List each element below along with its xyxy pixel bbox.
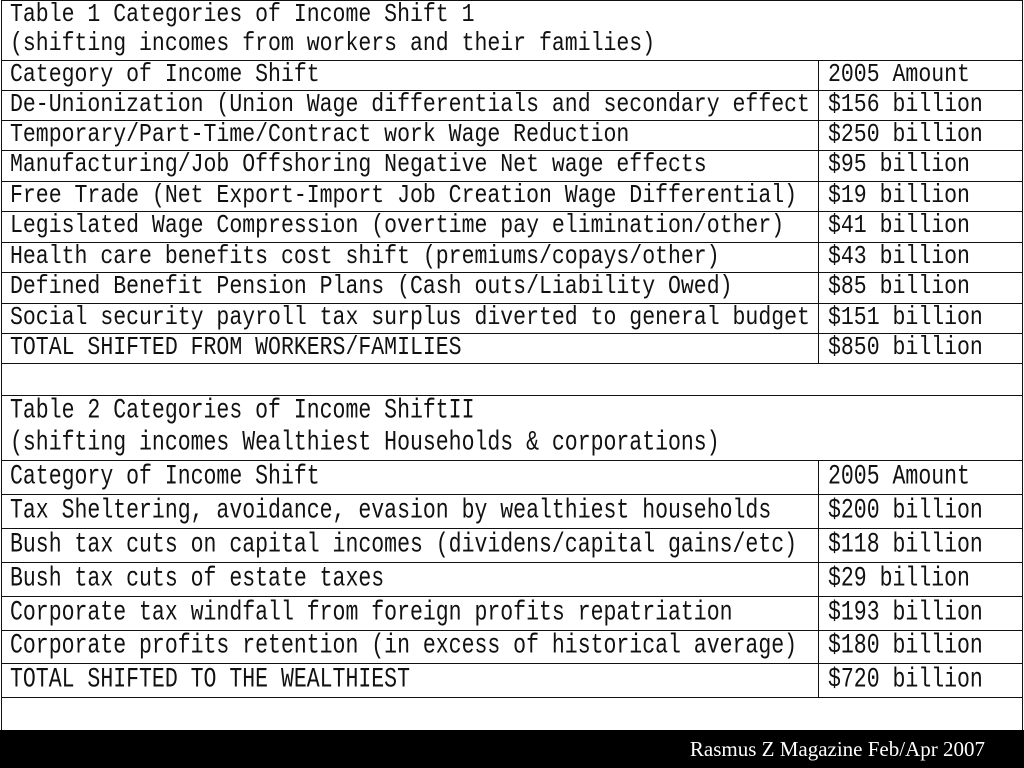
table2-title xyxy=(1,395,1023,460)
table2-header-category-cell xyxy=(1,461,818,494)
total-amount-text: $720 billion xyxy=(828,664,983,696)
category-cell xyxy=(1,273,818,303)
category-text: Temporary/Part-Time/Contract work Wage Reduction xyxy=(10,121,630,150)
category-cell xyxy=(1,304,818,333)
amount-cell xyxy=(818,182,1023,211)
amount-cell xyxy=(818,151,1023,181)
table-row xyxy=(1,272,1023,303)
category-cell xyxy=(1,597,818,630)
table2-header-row xyxy=(1,460,1023,494)
table-row xyxy=(1,90,1023,120)
category-cell xyxy=(1,182,818,211)
table1-header-amount-cell xyxy=(818,61,1023,90)
category-cell xyxy=(1,212,818,242)
amount-cell xyxy=(818,91,1023,120)
table-row xyxy=(1,562,1023,596)
category-text: Bush tax cuts on capital incomes (dividens/capital gains/etc) xyxy=(10,529,798,561)
total-amount-text: $850 billion xyxy=(828,334,983,363)
amount-text: $200 billion xyxy=(828,495,983,527)
amount-cell xyxy=(818,121,1023,150)
amount-text: $95 billion xyxy=(828,151,970,180)
total-category-cell xyxy=(1,334,818,363)
table2-header-category: Category of Income Shift xyxy=(10,461,320,493)
table-row xyxy=(1,211,1023,242)
amount-cell xyxy=(818,212,1023,242)
amount-cell xyxy=(818,243,1023,272)
amount-text: $43 billion xyxy=(828,243,970,272)
table2-total-row xyxy=(1,663,1023,697)
table-row xyxy=(1,630,1023,663)
total-amount-cell xyxy=(818,664,1023,697)
table-row xyxy=(1,596,1023,630)
table-row xyxy=(1,150,1023,181)
amount-cell xyxy=(818,597,1023,630)
category-text: De-Unionization (Union Wage differentials and secondary effect xyxy=(10,91,810,120)
table2-header-amount-cell xyxy=(818,461,1023,494)
category-text: Social security payroll tax surplus diverted to general budget xyxy=(10,304,810,333)
category-text: Bush tax cuts of estate taxes xyxy=(10,563,385,595)
spacer-row xyxy=(1,697,1023,730)
category-text: Corporate profits retention (in excess of historical average) xyxy=(10,631,798,662)
table-row xyxy=(1,528,1023,562)
category-cell xyxy=(1,121,818,150)
footer-bar xyxy=(0,730,1024,768)
table-row xyxy=(1,242,1023,272)
amount-text: $193 billion xyxy=(828,597,983,629)
amount-text: $19 billion xyxy=(828,182,970,211)
table-row xyxy=(1,120,1023,150)
category-text: Legislated Wage Compression (overtime pay elimination/other) xyxy=(10,212,785,241)
amount-cell xyxy=(818,529,1023,562)
table2-header-amount: 2005 Amount xyxy=(828,461,970,493)
table1-total-row xyxy=(1,333,1023,363)
category-cell xyxy=(1,563,818,596)
amount-text: $29 billion xyxy=(828,563,970,595)
category-text: Defined Benefit Pension Plans (Cash outs/Liability Owed) xyxy=(10,273,733,302)
table-row xyxy=(1,181,1023,211)
total-category-cell xyxy=(1,664,818,697)
category-cell xyxy=(1,529,818,562)
amount-text: $180 billion xyxy=(828,631,983,662)
amount-cell xyxy=(818,631,1023,663)
category-cell xyxy=(1,91,818,120)
table1-title-line1: Table 1 Categories of Income Shift 1 xyxy=(10,0,475,30)
total-amount-cell xyxy=(818,334,1023,363)
table1-header-row xyxy=(1,60,1023,90)
spacer-row xyxy=(1,363,1023,395)
category-text: Corporate tax windfall from foreign profits repatriation xyxy=(10,597,733,629)
amount-cell xyxy=(818,563,1023,596)
category-cell xyxy=(1,243,818,272)
amount-cell xyxy=(818,304,1023,333)
table1-header-category-cell xyxy=(1,61,818,90)
category-cell xyxy=(1,495,818,528)
category-cell xyxy=(1,631,818,663)
category-text: Free Trade (Net Export-Import Job Creation Wage Differential) xyxy=(10,182,798,211)
category-cell xyxy=(1,151,818,181)
amount-text: $118 billion xyxy=(828,529,983,561)
amount-text: $41 billion xyxy=(828,212,970,241)
category-text: Manufacturing/Job Offshoring Negative Net wage effects xyxy=(10,151,707,180)
table1-title-line2: (shifting incomes from workers and their families) xyxy=(10,28,656,59)
table1-header-category: Category of Income Shift xyxy=(10,61,320,90)
amount-text: $85 billion xyxy=(828,273,970,302)
category-text: Health care benefits cost shift (premiums/copays/other) xyxy=(10,243,720,272)
amount-text: $156 billion xyxy=(828,91,983,120)
amount-cell xyxy=(818,273,1023,303)
amount-text: $151 billion xyxy=(828,304,983,333)
total-category-text: TOTAL SHIFTED TO THE WEALTHIEST xyxy=(10,664,410,696)
table1-header-amount: 2005 Amount xyxy=(828,61,970,90)
amount-text: $250 billion xyxy=(828,121,983,150)
footer-credit: Rasmus Z Magazine Feb/Apr 2007 xyxy=(689,736,985,761)
table2-title-line2: (shifting incomes Wealthiest Households & corporations) xyxy=(10,427,720,459)
amount-cell xyxy=(818,495,1023,528)
table2-title-line1: Table 2 Categories of Income ShiftII xyxy=(10,395,475,427)
table-row xyxy=(1,303,1023,333)
total-category-text: TOTAL SHIFTED FROM WORKERS/FAMILIES xyxy=(10,334,462,363)
table1-title xyxy=(1,0,1023,60)
category-text: Tax Sheltering, avoidance, evasion by wealthiest households xyxy=(10,495,772,527)
table-row xyxy=(1,494,1023,528)
